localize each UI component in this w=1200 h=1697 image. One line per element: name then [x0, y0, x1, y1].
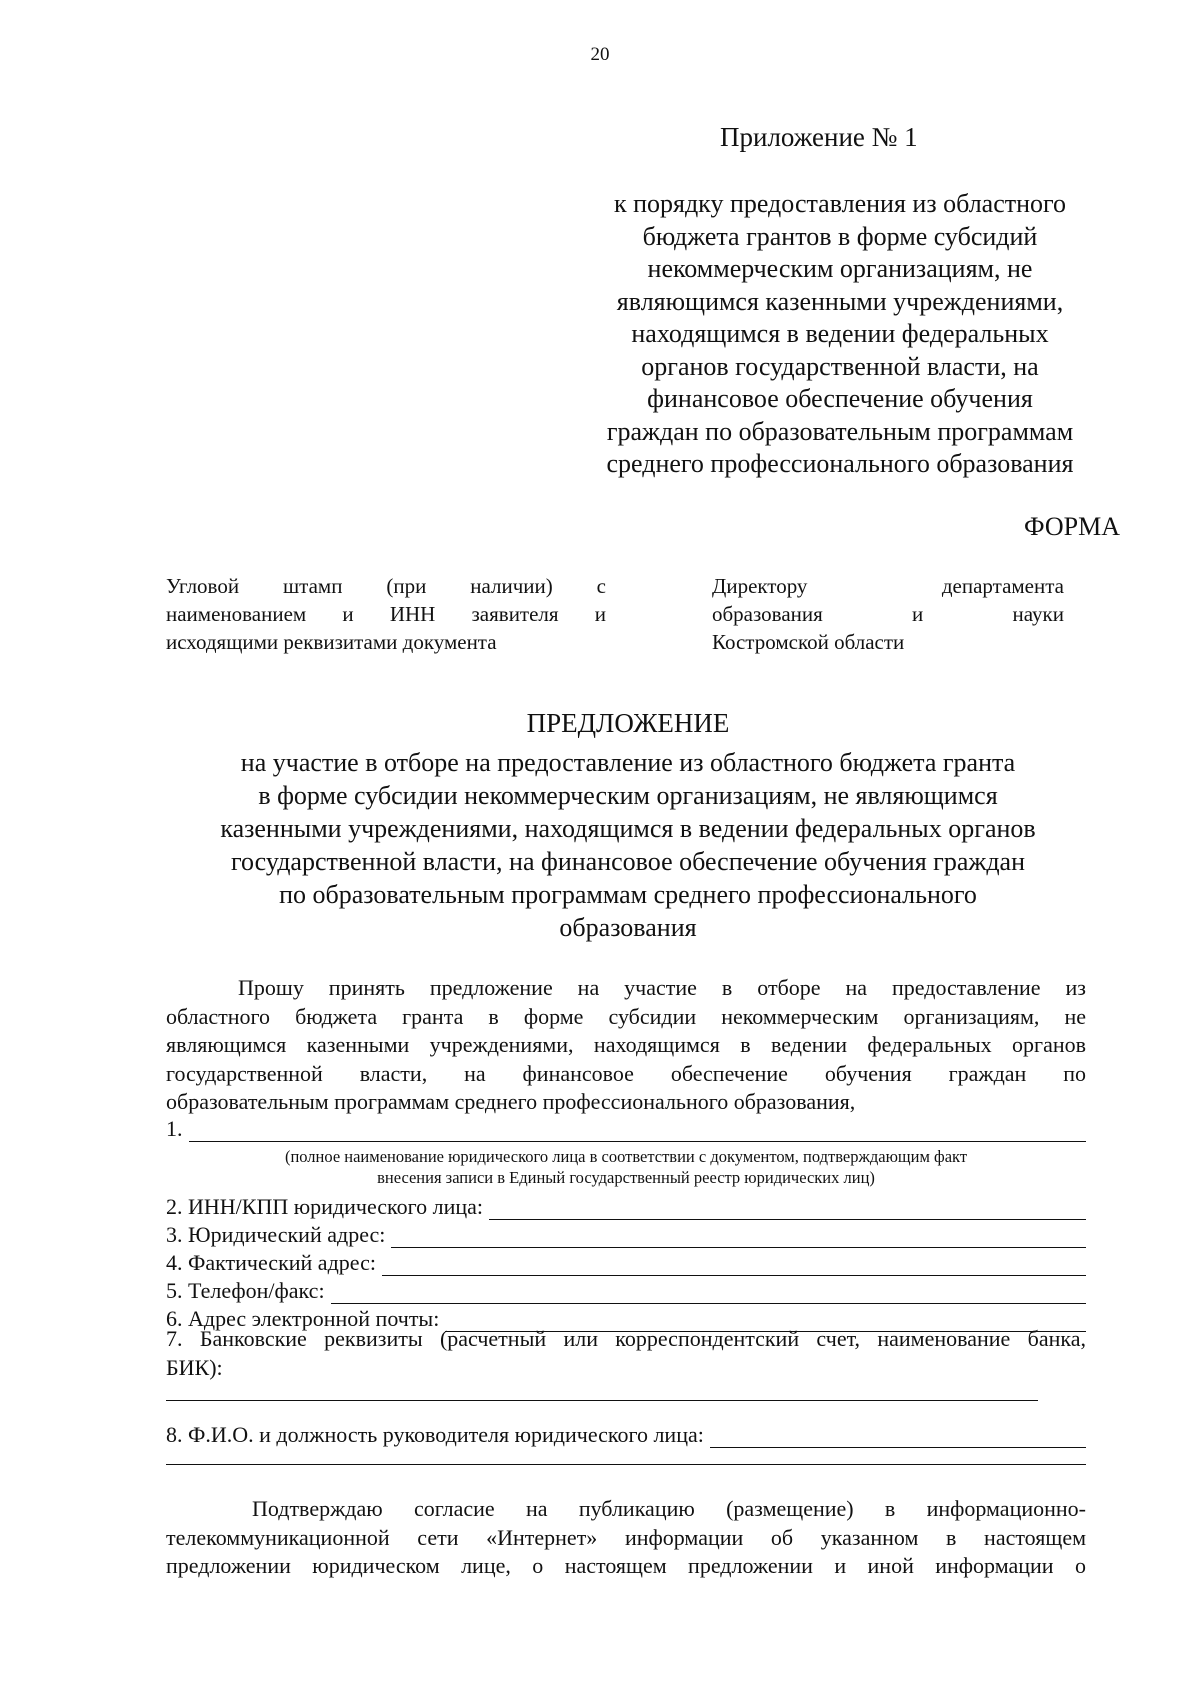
bank-details-text	[166, 1325, 1086, 1382]
proposal-line: образования	[559, 913, 697, 942]
appendix-line: находящимся в ведении федеральных	[631, 319, 1049, 348]
request-line: образовательным программам среднего профессионального образования,	[166, 1089, 856, 1114]
consent-line: Подтверждаю согласие на публикацию (размещение) в информационно-	[252, 1496, 1086, 1521]
proposal-title: ПРЕДЛОЖЕНИЕ	[526, 708, 730, 738]
consent-line: телекоммуникационной сети «Интернет» информации об указанном в настоящем	[166, 1524, 1086, 1550]
addressee-line: Директору департамента	[712, 574, 1064, 598]
bank-details-line[interactable]	[166, 1400, 1038, 1401]
legal-address-field[interactable]	[166, 1220, 1086, 1248]
request-line: областного бюджета гранта в форме субсидии некоммерческим организациям, не	[166, 1003, 1086, 1029]
actual-address-label: 4. Фактический адрес:	[166, 1250, 376, 1275]
proposal-subtitle	[160, 746, 1096, 944]
stamp-block	[166, 572, 606, 656]
request-paragraph	[166, 974, 1086, 1117]
org-name-caption	[166, 1146, 1086, 1188]
consent-paragraph	[166, 1495, 1086, 1581]
org-name-label: 1.	[166, 1116, 183, 1141]
consent-line: предложении юридическом лице, о настоящем предложении и иной информации о	[166, 1553, 1086, 1578]
stamp-line: Угловой штамп (при наличии) с	[166, 574, 606, 598]
appendix-description	[560, 188, 1120, 481]
bank-line: 7. Банковские реквизиты (расчетный или корреспондентский счет, наименование банка,	[166, 1326, 1086, 1351]
request-line: государственной власти, на финансовое обеспечение обучения граждан по	[166, 1060, 1086, 1086]
proposal-line: казенными учреждениями, находящимся в ведении федеральных органов	[220, 814, 1036, 843]
appendix-line: органов государственной власти, на	[641, 351, 1039, 381]
form-label: ФОРМА	[1024, 512, 1120, 541]
phone-line[interactable]	[331, 1283, 1086, 1304]
legal-address-label: 3. Юридический адрес:	[166, 1222, 386, 1247]
proposal-line: государственной власти, на финансовое обеспечение обучения граждан	[230, 847, 1026, 876]
legal-address-line[interactable]	[391, 1227, 1086, 1248]
appendix-line: являющимся казенными учреждениями,	[616, 286, 1064, 316]
phone-field[interactable]	[166, 1276, 1086, 1304]
phone-label: 5. Телефон/факс:	[166, 1278, 325, 1303]
org-name-field[interactable]	[166, 1114, 1086, 1142]
appendix-line: некоммерческим организациям, не	[647, 254, 1033, 283]
appendix-line: к порядку предоставления из областного	[613, 189, 1067, 218]
proposal-line: в форме субсидии некоммерческим организациям, не являющимся	[258, 781, 998, 810]
addressee-line: образования и науки	[712, 602, 1064, 626]
head-line[interactable]	[710, 1427, 1086, 1448]
bank-line: БИК):	[166, 1354, 223, 1380]
appendix-title: Приложение № 1	[720, 122, 918, 152]
actual-address-line[interactable]	[382, 1255, 1086, 1276]
appendix-line: среднего профессионального образования	[606, 449, 1074, 478]
addressee-block	[712, 572, 1064, 656]
inn-kpp-label: 2. ИНН/КПП юридического лица:	[166, 1194, 483, 1219]
inn-kpp-line[interactable]	[489, 1199, 1086, 1220]
proposal-line: по образовательным программам среднего профессионального	[279, 880, 977, 909]
appendix-line: бюджета грантов в форме субсидий	[642, 221, 1038, 251]
stamp-line: наименованием и ИНН заявителя и	[166, 602, 606, 626]
appendix-line: граждан по образовательным программам	[606, 416, 1074, 446]
addressee-line: Костромской области	[712, 630, 905, 654]
proposal-line: на участие в отборе на предоставление из областного бюджета гранта	[240, 748, 1016, 777]
inn-kpp-field[interactable]	[166, 1192, 1086, 1220]
stamp-line: исходящими реквизитами документа	[166, 630, 497, 654]
page-number: 20	[590, 44, 610, 65]
org-name-line[interactable]	[189, 1121, 1087, 1142]
caption-line: внесения записи в Единый государственный реестр юридических лиц)	[377, 1168, 875, 1187]
head-extra-line[interactable]	[166, 1464, 1086, 1465]
email-label: 6. Адрес электронной почты:	[166, 1306, 440, 1331]
actual-address-field[interactable]	[166, 1248, 1086, 1276]
head-label: 8. Ф.И.О. и должность руководителя юридического лица:	[166, 1422, 704, 1447]
request-line: являющимся казенными учреждениями, находящимся в ведении федеральных органов	[166, 1032, 1086, 1057]
head-field[interactable]	[166, 1420, 1086, 1448]
request-line: Прошу принять предложение на участие в отборе на предоставление из	[238, 975, 1086, 1000]
caption-line: (полное наименование юридического лица в соответствии с документом, подтверждающим факт	[284, 1147, 968, 1166]
appendix-line: финансовое обеспечение обучения	[647, 384, 1033, 413]
